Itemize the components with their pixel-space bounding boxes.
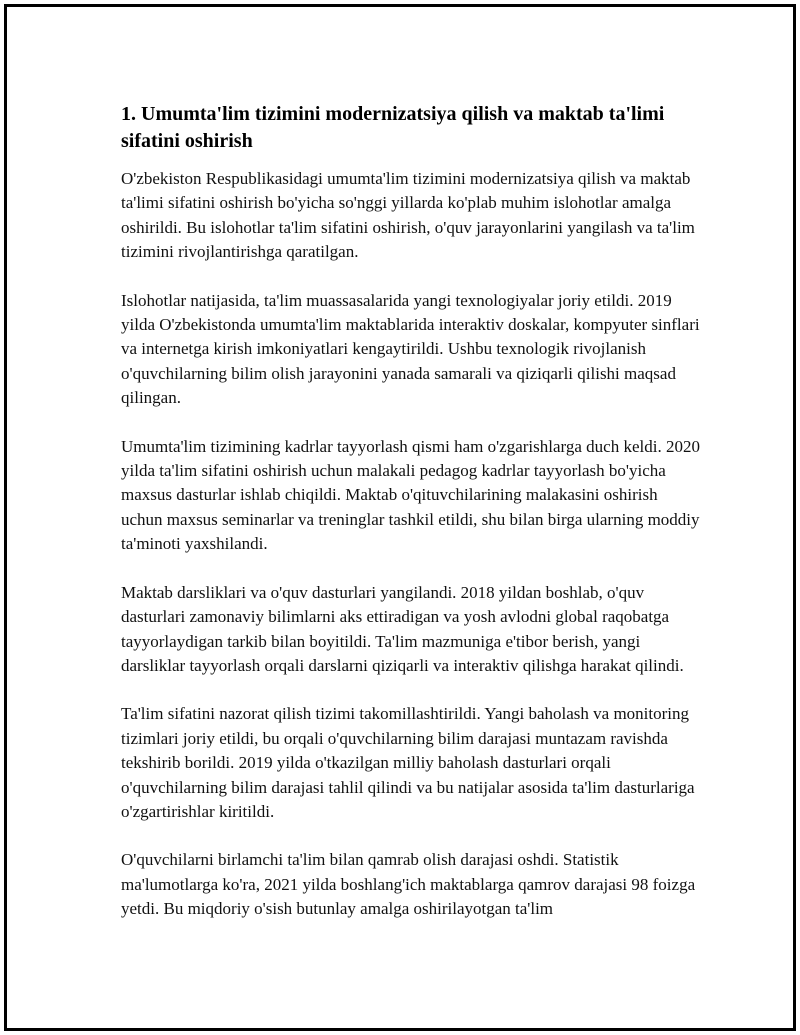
- paragraph: Islohotlar natijasida, ta'lim muassasalarida yangi texnologiyalar joriy etildi. 2019 yilda O'zbekistonda umumta'lim maktablarida interaktiv doskalar, kompyuter sinflari va internetga kirish imkoniyatlari kengaytirildi. Ushbu texnologik rivojlanish o'quvchilarning bilim olish jarayonini yanada samarali va qiziqarli qilishi maqsad qilingan.: [121, 290, 700, 408]
- section-heading: 1. Umumta'lim tizimini modernizatsiya qilish va maktab ta'limi sifatini oshirish: [121, 103, 665, 152]
- document-page: [4, 4, 796, 1031]
- document-content: [121, 101, 701, 946]
- paragraph: O'quvchilarni birlamchi ta'lim bilan qamrab olish darajasi oshdi. Statistik ma'lumotlarga ko'ra, 2021 yilda boshlang'ich maktablarga qamrov darajasi 98 foizga yetdi. Bu miqdoriy o'sish butunlay amalga oshirilayotgan ta'lim: [121, 850, 696, 919]
- paragraph: Ta'lim sifatini nazorat qilish tizimi takomillashtirildi. Yangi baholash va monitoring tizimlari joriy etildi, bu orqali o'quvchilarning bilim darajasi muntazam ravishda tekshirib borildi. 2019 yilda o'tkazilgan milliy baholash dasturlari orqali o'quvchilarning bilim darajasi tahlil qilindi va bu natijalar asosida ta'lim dasturlariga o'zgartirishlar kiritildi.: [121, 704, 695, 821]
- paragraph: Umumta'lim tizimining kadrlar tayyorlash qismi ham o'zgarishlarga duch keldi. 2020 yilda ta'lim sifatini oshirish uchun malakali pedagog kadrlar tayyorlash bo'yicha maxsus dasturlar ishlab chiqildi. Maktab o'qituvchilarining malakasini oshirish uchun maxsus seminarlar va treninglar tashkil etildi, shu bilan birga ularning moddiy ta'minoti yaxshilandi.: [121, 436, 700, 554]
- paragraph: O'zbekiston Respublikasidagi umumta'lim tizimini modernizatsiya qilish va maktab ta'limi sifatini oshirish bo'yicha so'nggi yillarda ko'plab muhim islohotlar amalga oshirildi. Bu islohotlar ta'lim sifatini oshirish, o'quv jarayonlarini yangilash va ta'lim tizimini rivojlantirishga qaratilgan.: [121, 169, 695, 262]
- paragraph: Maktab darsliklari va o'quv dasturlari yangilandi. 2018 yildan boshlab, o'quv dasturlari zamonaviy bilimlarni aks ettiradigan va yosh avlodni global raqobatga tayyorlaydigan tarkib bilan boyitildi. Ta'lim mazmuniga e'tibor berish, yangi darsliklar tayyorlash orqali darslarni qiziqarli va interaktiv qilishga harakat qilindi.: [121, 582, 684, 675]
